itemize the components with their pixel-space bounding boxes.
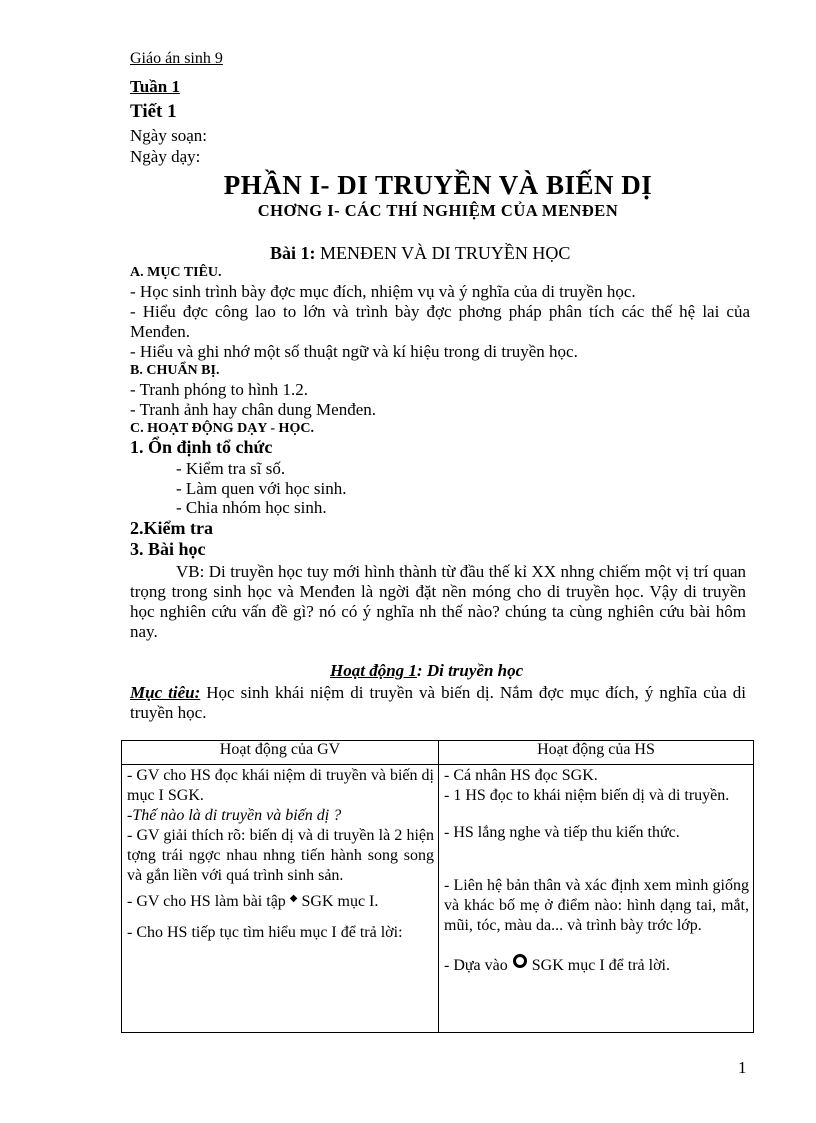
hs-step: - 1 HS đọc to khái niệm biến dị và di truyền. xyxy=(444,787,730,804)
section-c-title: C. HOẠT ĐỘNG DẠY - HỌC. xyxy=(130,421,314,436)
step1-item: - Kiểm tra sĩ số. xyxy=(176,459,286,478)
step1-item: - Chia nhóm học sinh. xyxy=(176,498,327,517)
page-number: 1 xyxy=(738,1058,747,1077)
prepared-date-label: Ngày soạn: xyxy=(130,126,207,145)
lesson-title xyxy=(270,243,570,264)
gv-step: - GV cho HS đọc khái niệm di truyền và biến dị mục I SGK. xyxy=(127,767,434,804)
ring-mark-icon xyxy=(513,954,527,968)
lesson-name: MENĐEN VÀ DI TRUYỀN HỌC xyxy=(320,243,571,263)
step1-item: - Làm quen với học sinh. xyxy=(176,479,347,498)
section-b-item: - Tranh ảnh hay chân dung Menđen. xyxy=(130,400,376,419)
part-title: PHẦN I- DI TRUYỀN VÀ BIẾN DỊ xyxy=(223,170,653,200)
activity-table xyxy=(121,740,754,1033)
step3-title: 3. Bài học xyxy=(130,539,206,559)
section-a-item: - Học sinh trình bày đợc mục đích, nhiệm vụ và ý nghĩa của di truyền học. xyxy=(130,282,636,301)
gv-step: - Cho HS tiếp tục tìm hiểu mục I để trả lời: xyxy=(127,924,403,941)
hs-cell xyxy=(439,765,754,1033)
step2-title: 2.Kiểm tra xyxy=(130,518,213,538)
gv-question: -Thế nào là di truyền và biến dị ? xyxy=(127,807,342,824)
section-b-title: B. CHUẨN BỊ. xyxy=(130,363,220,378)
section-a-item: - Hiểu và ghi nhớ một số thuật ngữ và kí hiệu trong di truyền học. xyxy=(130,342,578,361)
column-header-gv: Hoạt động của GV xyxy=(122,741,439,765)
hs-step: - Cá nhân HS đọc SGK. xyxy=(444,767,598,784)
chapter-title: CHƠNG I- CÁC THÍ NGHIỆM CỦA MENĐEN xyxy=(257,201,619,220)
hs-step: - Dựa vào SGK mục I để trả lời. xyxy=(444,954,749,976)
column-header-hs: Hoạt động của HS xyxy=(439,741,754,765)
objective-label: Mục tiêu: xyxy=(130,683,201,702)
section-a-item: - Hiểu đợc công lao to lớn và trình bày đợc phơng pháp phân tích các thế hệ lai của Menđen. xyxy=(130,302,750,341)
gv-step: - GV cho HS làm bài tập ◆ SGK mục I. xyxy=(127,889,434,912)
teach-date-label: Ngày dạy: xyxy=(130,147,201,166)
course-label: Giáo án sinh 9 xyxy=(130,50,223,67)
step1-title: 1. Ổn định tổ chức xyxy=(130,437,273,457)
week-label: Tuần 1 xyxy=(130,77,180,96)
diamond-mark-icon: ◆ xyxy=(289,893,298,904)
hs-step: - Liên hệ bản thân và xác định xem mình giống và khác bố mẹ ở điểm nào: hình dạng tai, mắt, mũi, tóc, màu da... và trình bày trớc lớp. xyxy=(444,877,749,934)
activity1-title: Hoạt động 1: Di truyền học xyxy=(330,661,524,680)
gv-step: - GV giải thích rõ: biến dị và di truyền là 2 hiện tợng trái ngợc nhau nhng tiến hành song song và gắn liền với quá trình sinh sản. xyxy=(127,827,434,884)
hs-step: - HS lắng nghe và tiếp thu kiến thức. xyxy=(444,824,680,841)
lesson-period: Tiết 1 xyxy=(130,101,177,122)
lesson-number: Bài 1: xyxy=(270,243,316,263)
section-a-title: A. MỤC TIÊU. xyxy=(130,265,222,280)
section-b-item: - Tranh phóng to hình 1.2. xyxy=(130,380,309,399)
lesson-intro: VB: Di truyền học tuy mới hình thành từ đầu thế kỉ XX nhng chiếm một vị trí quan trọng trong sinh học và Menđen là ngời đặt nền móng cho di truyền học. Vậy di truyền học nghiên cứu vấn đề gì? nó có ý nghĩa nh thế nào? chúng ta cùng nghiên cứu bài hôm nay. xyxy=(130,562,746,641)
activity1-objective xyxy=(130,683,746,723)
objective-text: Học sinh khái niệm di truyền và biến dị. Nắm đợc mục đích, ý nghĩa của di truyền học. xyxy=(130,683,746,722)
gv-cell xyxy=(122,765,439,1033)
